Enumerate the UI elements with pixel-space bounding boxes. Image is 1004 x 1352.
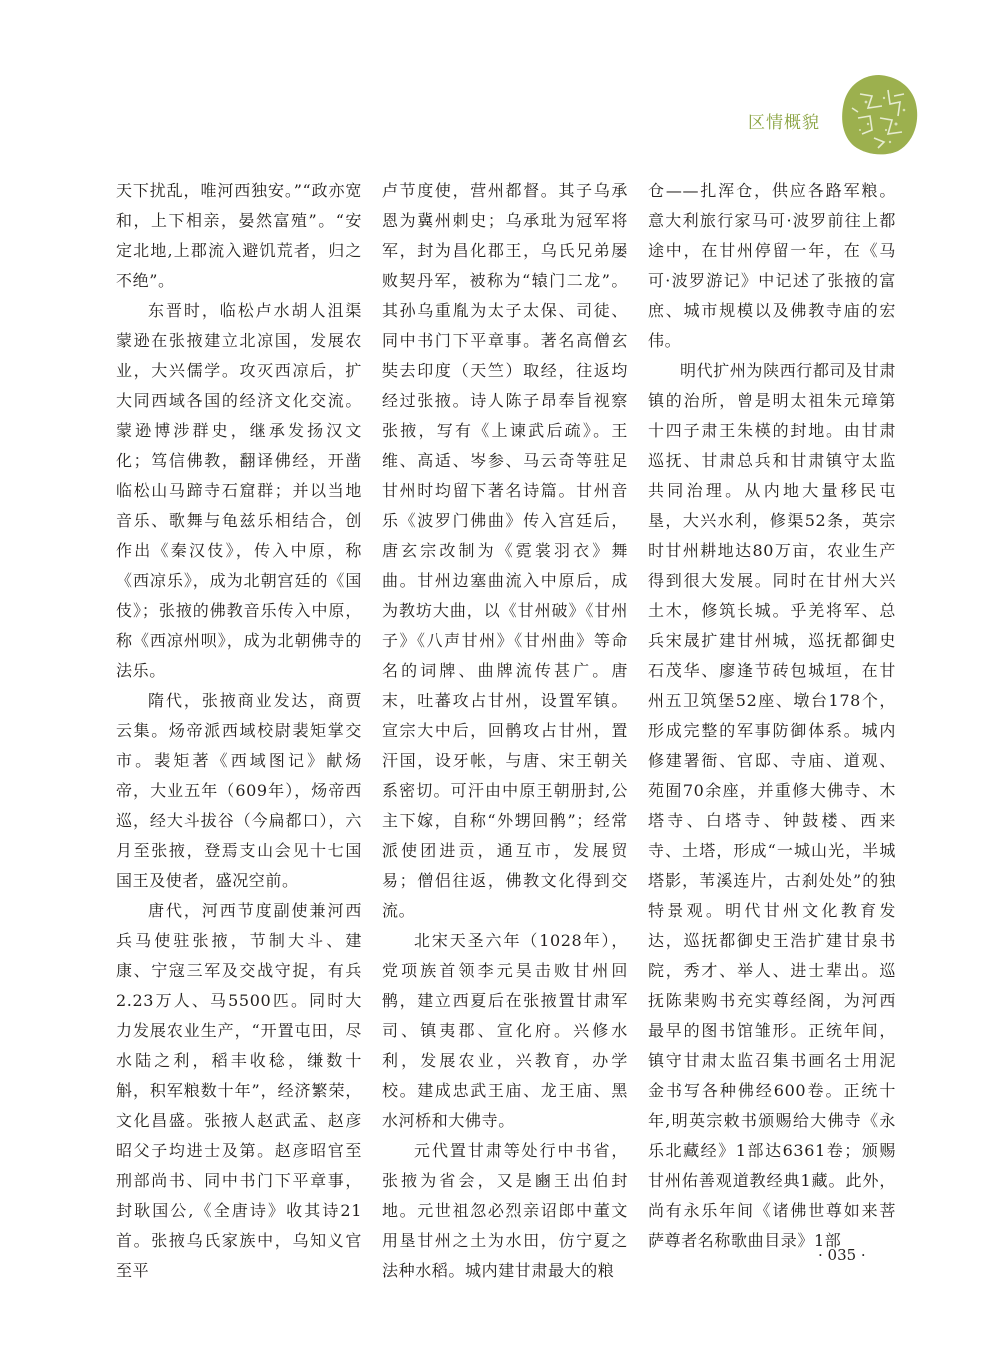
paragraph: 仓——扎浑仓，供应各路军粮。意大利旅行家马可·波罗前往上都途中，在甘州停留一年，在《马可·波罗游记》中记述了张掖的富庶、城市规模以及佛教寺庙的宏伟。 xyxy=(648,181,896,350)
seal-stamp-icon xyxy=(838,72,920,156)
paragraph: 卢节度使，营州都督。其子乌承恩为冀州刺史；乌承玭为冠军将军，封为昌化郡王，乌氏兄弟屡败契丹军，被称为“辕门二龙”。其孙乌重胤为太子太保、司徒、同中书门下平章事。著名高僧玄奘去印度（天竺）取经，往返均经过张掖。诗人陈子昂奉旨视察张掖，写有《上谏武后疏》。王维、高适、岑参、马云奇等驻足甘州时均留下著名诗篇。甘州音乐《波罗门佛曲》传入宫廷后，唐玄宗改制为《霓裳羽衣》舞曲。甘州边塞曲流入中原后，成为教坊大曲，以《甘州破》《甘州子》《八声甘州》《甘州曲》等命名的词牌、曲牌流传甚广。唐末，吐蕃攻占甘州，设置军镇。宣宗大中后，回鹘攻占甘州，置汗国，设牙帐，与唐、宋王朝关系密切。可汗由中原王朝册封,公主下嫁，自称“外甥回鹘”；经常派使团进贡，通互市，发展贸易；僧侣往返，佛教文化得到交流。 xyxy=(382,181,628,920)
text-column-3 xyxy=(648,176,896,1256)
paragraph: 天下扰乱，唯河西独安。”“政亦宽和，上下相亲，晏然富殖”。“安定北地,上郡流入避饥荒者，归之不绝”。 xyxy=(116,181,362,290)
paragraph: 隋代，张掖商业发达，商贾云集。炀帝派西域校尉裴矩掌交市。裴矩著《西域图记》献炀帝，大业五年（609年），炀帝西巡，经大斗拔谷（今扁都口），六月至张掖，登焉支山会见十七国国王及使者，盛况空前。 xyxy=(116,691,362,890)
page-number: · 035 · xyxy=(818,1246,866,1264)
text-column-2 xyxy=(382,176,628,1286)
paragraph: 唐代，河西节度副使兼河西兵马使驻张掖，节制大斗、建康、宁寇三军及交战守捉，有兵2.23万人、马5500匹。同时大力发展农业生产，“开置屯田，尽水陆之利，稻丰收稔，缣数十斛，积军粮数十年”，经济繁荣，文化昌盛。张掖人赵武孟、赵彦昭父子均进士及第。赵彦昭官至刑部尚书、同中书门下平章事，封耿国公,《全唐诗》收其诗21首。张掖乌氏家族中，乌知义官至平 xyxy=(116,901,362,1280)
section-header-label: 区情概貌 xyxy=(748,113,820,133)
text-column-1 xyxy=(116,176,362,1286)
paragraph: 明代扩州为陕西行都司及甘肃镇的治所，曾是明太祖朱元璋第十四子肃王朱楧的封地。由甘肃巡抚、甘肃总兵和甘肃镇守太监共同治理。从内地大量移民屯垦，大兴水利，修渠52条，英宗时甘州耕地达80万亩，农业生产得到很大发展。同时在甘州大兴土木，修筑长城。乎羌将军、总兵宋晟扩建甘州城，巡抚都御史石茂华、廖逢节砖包城垣，在甘州五卫筑堡52座、墩台178个，形成完整的军事防御体系。城内修建署衙、官邸、寺庙、道观、苑囿70余座，并重修大佛寺、木塔寺、白塔寺、钟鼓楼、西来寺、土塔，形成“一城山光，半城塔影，苇溪连片，古刹处处”的独特景观。明代甘州文化教育发达，巡抚都御史王浩扩建甘泉书院，秀才、举人、进士辈出。巡抚陈棐购书充实尊经阁，为河西最早的图书馆雏形。正统年间，镇守甘肃太监召集书画名士用泥金书写各种佛经600卷。正统十年,明英宗敕书颁赐给大佛寺《永乐北藏经》1部达6361卷；颁赐甘州佑善观道教经典1藏。此外，尚有永乐年间《诸佛世尊如来菩萨尊者名称歌曲目录》1部 xyxy=(648,361,896,1250)
paragraph: 东晋时，临松卢水胡人沮渠蒙逊在张掖建立北凉国，发展农业，大兴儒学。攻灭西凉后，扩大同西域各国的经济文化交流。蒙逊博涉群史，继承发扬汉文化；笃信佛教，翻译佛经，开凿临松山马蹄寺石窟群；并以当地音乐、歌舞与龟兹乐相结合，创作出《秦汉伎》，传入中原，称《西凉乐》，成为北朝宫廷的《国伎》；张掖的佛教音乐传入中原，称《西凉州呗》，成为北朝佛寺的法乐。 xyxy=(116,301,362,680)
paragraph: 北宋天圣六年（1028年），党项族首领李元昊击败甘州回鹘，建立西夏后在张掖置甘肃军司、镇夷郡、宣化府。兴修水利，发展农业，兴教育，办学校。建成忠武王庙、龙王庙、黑水河桥和大佛寺。 xyxy=(382,931,628,1130)
paragraph: 元代置甘肃等处行中书省，张掖为省会，又是豳王出伯封地。元世祖忽必烈亲诏郎中董文用垦甘州之土为水田，仿宁夏之法种水稻。城内建甘肃最大的粮 xyxy=(382,1141,628,1280)
